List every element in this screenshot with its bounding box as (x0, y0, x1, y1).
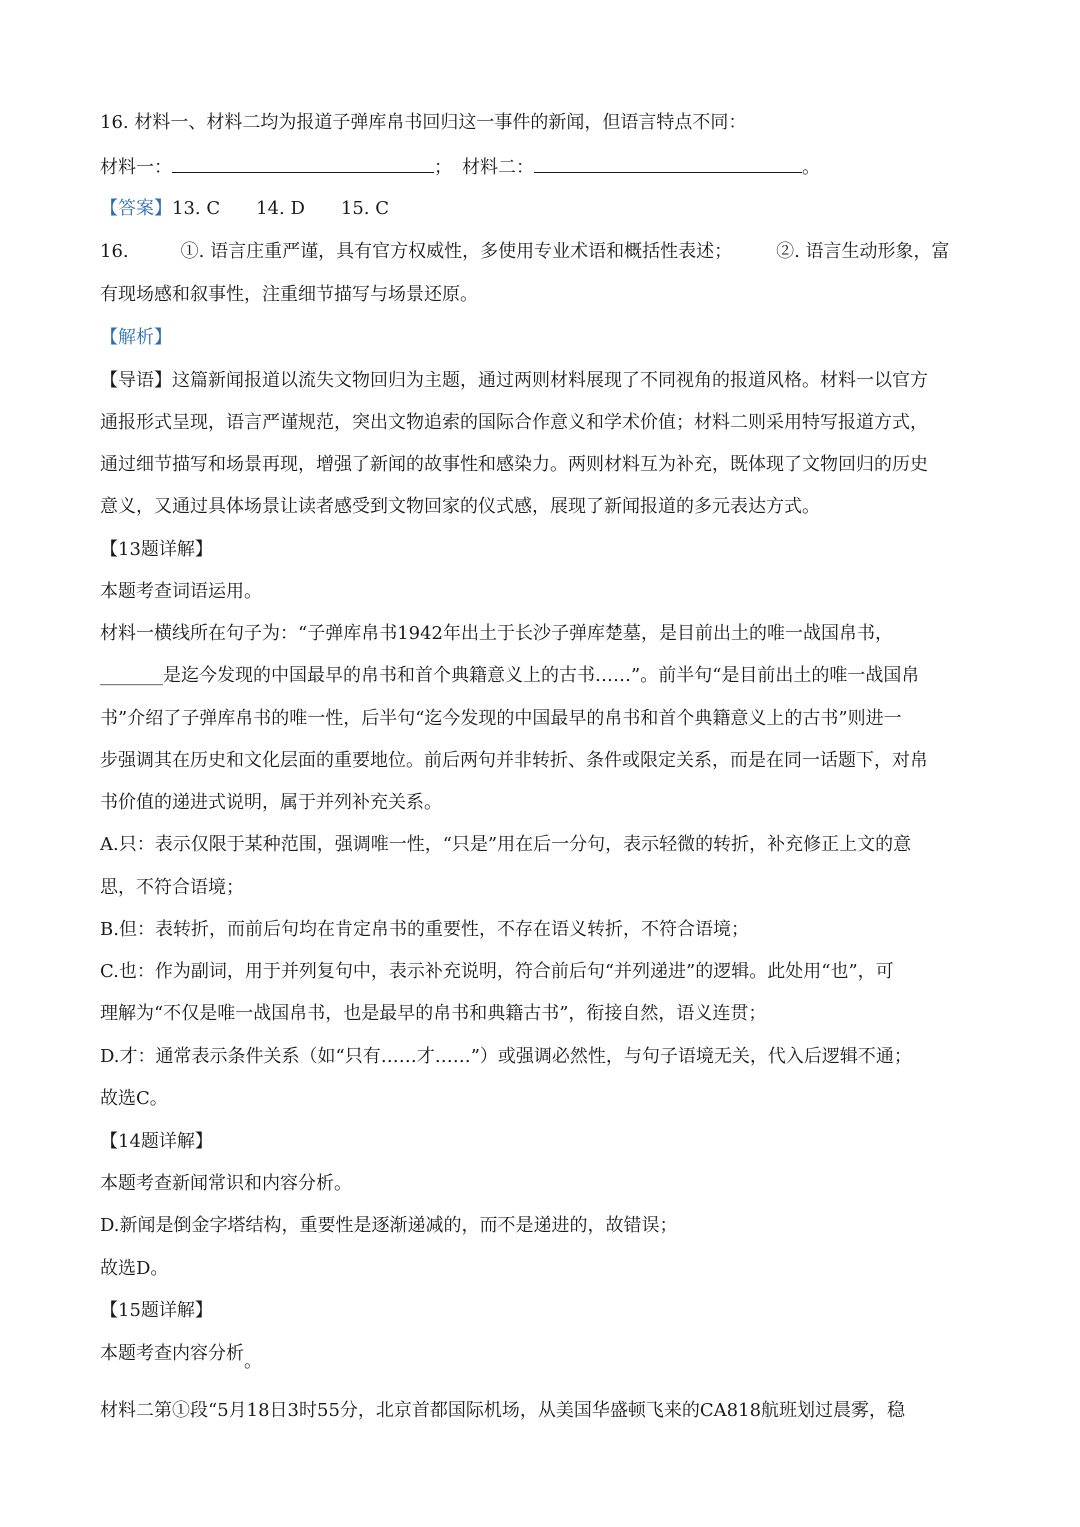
answer-tag: 【答案】 (100, 198, 172, 219)
q13-heading: 【13题详解】 (100, 539, 213, 560)
intro-line: 通报形式呈现，语言严谨规范，突出文物追索的国际合作意义和学术价值；材料二则采用特写报道方式， (100, 412, 928, 433)
q13-line: 书”介绍了子弹库帛书的唯一性，后半句“迄今发现的中国最早的帛书和首个典籍意义上的古书”则进一 (100, 708, 902, 729)
q15-topic-line (100, 1341, 980, 1372)
q13-option-b: B.但：表转折，而前后句均在肯定帛书的重要性，不存在语义转折，不符合语境； (100, 919, 749, 940)
q13-line: 思，不符合语境； (100, 877, 244, 898)
answer-14: 14. D (256, 198, 305, 219)
q15-heading: 【15题详解】 (100, 1300, 213, 1321)
q14-line: D.新闻是倒金字塔结构，重要性是逐渐递减的，而不是递进的，故错误； (100, 1215, 678, 1236)
q13-line: 书价值的递进式说明，属于并列补充关系。 (100, 792, 442, 813)
q15-line: 材料二第①段“5月18日3时55分，北京首都国际机场，从美国华盛顿飞来的CA818航班划过晨雾，稳 (100, 1400, 906, 1421)
q13-option-a: A.只：表示仅限于某种范围，强调唯一性，“只是”用在后一分句，表示轻微的转折，补充修正上文的意 (100, 834, 912, 855)
intro-line: 意义，又通过具体场景让读者感受到文物回家的仪式感，展现了新闻报道的多元表达方式。 (100, 496, 820, 517)
answer-blank-1[interactable] (172, 154, 434, 173)
q13-line: 材料一横线所在句子为：“子弹库帛书1942年出土于长沙子弹库楚墓，是目前出土的唯一战国帛书， (100, 623, 894, 644)
q13-line: 理解为“不仅是唯一战国帛书，也是最早的帛书和典籍古书”，衔接自然，语义连贯； (100, 1003, 767, 1024)
answer-line (100, 196, 980, 222)
q16-label1: 材料一： (100, 157, 172, 178)
answer-16-b: ②. 语言生动形象，富 (776, 241, 950, 262)
answer-16-num: 16. (100, 241, 129, 262)
answer-blank-2[interactable] (534, 154, 802, 173)
q13-line: _______是迄今发现的中国最早的帛书和首个典籍意义上的古书……”。前半句“是目前出土的唯一战国帛 (100, 665, 920, 686)
intro-line: 通过细节描写和场景再现，增强了新闻的故事性和感染力。两则材料互为补充，既体现了文物回归的历史 (100, 454, 928, 475)
q13-line: 步强调其在历史和文化层面的重要地位。前后两句并非转折、条件或限定关系，而是在同一话题下，对帛 (100, 750, 928, 771)
intro-line: 【导语】这篇新闻报道以流失文物回归为主题，通过两则材料展现了不同视角的报道风格。材料一以官方 (100, 370, 928, 391)
q16-fill-line (100, 154, 980, 181)
q14-heading: 【14题详解】 (100, 1131, 213, 1152)
q13-topic: 本题考查词语运用。 (100, 581, 262, 602)
q16-sep: ； (434, 157, 452, 178)
answer-16-line (100, 239, 980, 265)
q13-conclusion: 故选C。 (100, 1088, 168, 1109)
q16-end: 。 (802, 157, 820, 178)
answer-16-a: ①. 语言庄重严谨，具有官方权威性，多使用专业术语和概括性表述； (180, 241, 733, 262)
q16-label2: 材料二： (462, 157, 534, 178)
q14-conclusion: 故选D。 (100, 1258, 169, 1279)
answer-13: 13. C (172, 198, 221, 219)
q16-prompt: 16. 材料一、材料二均为报道子弹库帛书回归这一事件的新闻，但语言特点不同： (100, 112, 747, 133)
q13-option-d: D.才：通常表示条件关系（如“只有……才……”）或强调必然性，与句子语境无关，代入后逻辑不通； (100, 1046, 912, 1067)
answer-16-cont: 有现场感和叙事性，注重细节描写与场景还原。 (100, 284, 478, 305)
q15-topic-mark: 。 (244, 1351, 262, 1372)
q14-topic: 本题考查新闻常识和内容分析。 (100, 1173, 352, 1194)
answer-15: 15. C (340, 198, 390, 219)
q15-topic: 本题考查内容分析 (100, 1343, 244, 1364)
analysis-tag: 【解析】 (100, 327, 172, 348)
q13-option-c: C.也：作为副词，用于并列复句中，表示补充说明，符合前后句“并列递进”的逻辑。此处用“也”，可 (100, 961, 894, 982)
